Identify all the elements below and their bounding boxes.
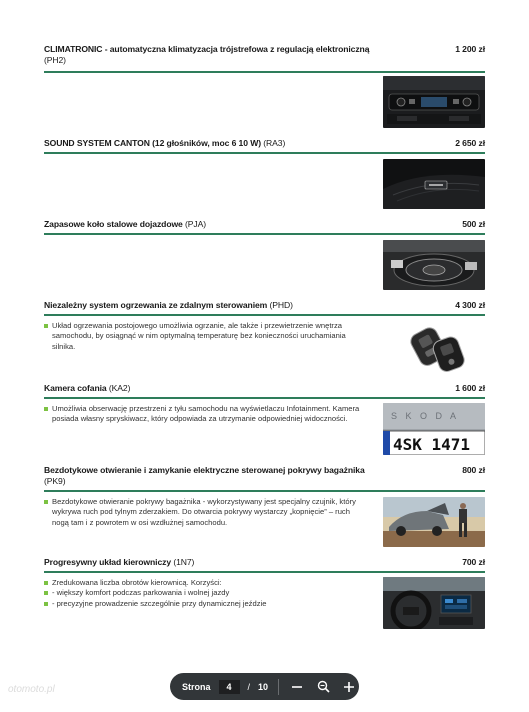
bullet-marker: [44, 602, 48, 606]
option-title: SOUND SYSTEM CANTON (12 głośników, moc 6 10 W): [44, 138, 261, 148]
option-title: CLIMATRONIC - automatyczna klimatyzacja trójstrefowa z regulacją elektroniczną: [44, 44, 370, 54]
option-section-rear-camera: [44, 383, 485, 454]
option-code: (PK9): [44, 476, 66, 486]
description-bullet: Układ ogrzewania postojowego umożliwia ogrzanie, ale także i przewietrzenie wnętrza samochodu, by osiągnąć w nim optymalną temperaturę bez konieczności uruchamiania silnika.: [44, 321, 364, 352]
option-code: (RA3): [263, 138, 286, 148]
climate-control-panel-image: [383, 76, 485, 128]
steering-cockpit-image: [383, 577, 485, 629]
option-header: [44, 219, 485, 230]
option-section-climatronic: [44, 44, 485, 66]
bullet-marker: [44, 407, 48, 411]
option-header: [44, 300, 485, 311]
option-header: [44, 383, 485, 394]
remote-key-fobs-image: [383, 320, 485, 373]
option-price: 800 zł: [462, 465, 485, 475]
section-divider: [44, 71, 485, 73]
zoom-out-button[interactable]: [289, 679, 305, 695]
option-section-sound-system: [44, 138, 485, 149]
option-section-trunk-opening: [44, 465, 485, 527]
page-navigation-toolbar: [170, 673, 359, 700]
option-title: Progresywny układ kierowniczy: [44, 557, 172, 567]
option-price: 1 200 zł: [455, 44, 485, 54]
license-plate-text: 4SK 1471: [393, 435, 471, 454]
option-price: 500 zł: [462, 219, 485, 229]
description-bullet: - większy komfort podczas parkowania i wolnej jazdy: [44, 588, 364, 598]
option-price: 700 zł: [462, 557, 485, 567]
watermark: otomoto.pl: [8, 684, 55, 695]
description-bullet: Bezdotykowe otwieranie pokrywy bagażnika - wykorzystywany jest specjalny czujnik, który wykrywa ruch pod tylnym zderzakiem. Do otwarcia pokrywy wystarczy „kopnięcie” – ruch nogą tam i z powrotem w osi wzdłużnej samochodu.: [44, 497, 364, 528]
canton-speaker-image: [383, 159, 485, 209]
option-description: [44, 578, 364, 609]
description-bullet: - precyzyjne prowadzenie szczególnie przy dynamicznej jeździe: [44, 599, 364, 609]
option-code: (PHD): [269, 300, 293, 310]
option-section-progressive-steering: [44, 557, 485, 608]
page-number-input[interactable]: 4: [219, 680, 240, 694]
brand-lettering: S K O D A: [391, 411, 460, 421]
section-divider: [44, 397, 485, 399]
option-price: 4 300 zł: [455, 300, 485, 310]
option-description: [44, 497, 364, 528]
option-description: [44, 321, 364, 352]
section-divider: [44, 571, 485, 573]
section-divider: [44, 490, 485, 492]
option-title: Zapasowe koło stalowe dojazdowe: [44, 219, 183, 229]
zoom-reset-button[interactable]: [315, 679, 331, 695]
option-section-parking-heater: [44, 300, 485, 351]
option-header: [44, 138, 485, 149]
option-header: [44, 465, 485, 487]
magnifier-icon: [317, 680, 330, 693]
bullet-marker: [44, 591, 48, 595]
option-code: (PJA): [185, 219, 207, 229]
page-total: 10: [258, 681, 269, 692]
option-header: [44, 44, 485, 66]
page-separator: /: [247, 681, 251, 692]
zoom-in-button[interactable]: [341, 679, 357, 695]
option-code: (KA2): [108, 383, 131, 393]
plus-icon: [343, 681, 355, 693]
description-bullet: Zredukowana liczba obrotów kierownicą. Korzyści:: [44, 578, 364, 588]
bullet-marker: [44, 581, 48, 585]
section-divider: [44, 314, 485, 316]
page-label: Strona: [182, 681, 211, 692]
toolbar-divider: [278, 679, 279, 695]
bullet-marker: [44, 324, 48, 328]
spare-wheel-image: [383, 240, 485, 290]
option-code: (PH2): [44, 55, 66, 65]
trunk-opening-image: [383, 497, 485, 547]
minus-icon: [291, 681, 303, 693]
option-title: Niezależny system ogrzewania ze zdalnym sterowaniem: [44, 300, 268, 310]
option-price: 2 650 zł: [455, 138, 485, 148]
rear-camera-image: [383, 403, 485, 455]
option-description: [44, 404, 364, 425]
option-section-spare-wheel: [44, 219, 485, 230]
section-divider: [44, 233, 485, 235]
description-bullet: Umożliwia obserwację przestrzeni z tyłu samochodu na wyświetlaczu Infotainment. Kamera posiada własny spryskiwacz, który odpowiada za utrzymanie odpowiedniej widoczności.: [44, 404, 364, 425]
bullet-marker: [44, 500, 48, 504]
option-title: Kamera cofania: [44, 383, 107, 393]
option-header: [44, 557, 485, 568]
section-divider: [44, 152, 485, 154]
option-title: Bezdotykowe otwieranie i zamykanie elektryczne sterowanej pokrywy bagażnika: [44, 465, 365, 475]
option-price: 1 600 zł: [455, 383, 485, 393]
option-code: (1N7): [173, 557, 195, 567]
